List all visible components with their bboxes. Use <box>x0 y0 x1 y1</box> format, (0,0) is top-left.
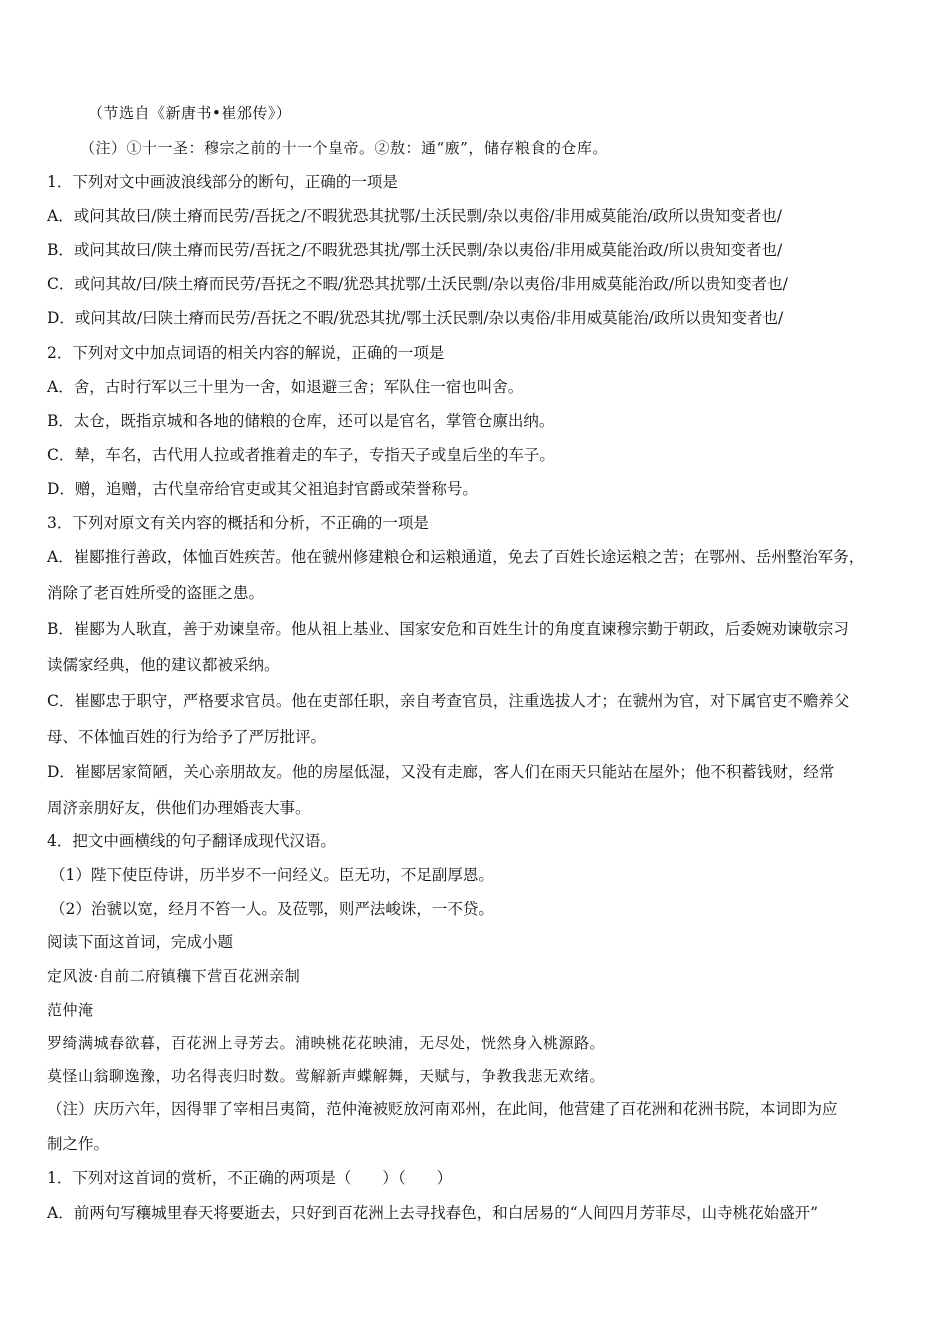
poem-note-line1: （注）庆历六年，因得罪了宰相吕夷简，范仲淹被贬放河南邓州，在此间，他营建了百花洲和花洲书院，本词即为应 <box>47 1100 838 1118</box>
source-note: （节选自《新唐书•崔邠传》） <box>88 104 292 122</box>
poem-line-2: 莫怪山翁聊逸豫，功名得丧归时数。莺解新声蝶解舞，天赋与，争教我悲无欢绪。 <box>47 1067 606 1085</box>
question-3-stem: 3．下列对原文有关内容的概括和分析，不正确的一项是 <box>47 514 429 532</box>
poem-question-1-option-a: A．前两句写穰城里春天将要逝去，只好到百花洲上去寻找春色，和白居易的“人间四月芳菲尽，山寺桃花始盛开” <box>47 1204 819 1222</box>
question-3-option-b-line2: 读儒家经典，他的建议都被采纳。 <box>47 656 280 674</box>
question-3-option-a-line1: A．崔郾推行善政，体恤百姓疾苦。他在虢州修建粮仓和运粮通道，免去了百姓长途运粮之苦；在鄂州、岳州整治军务， <box>47 548 865 566</box>
question-3-option-d-line2: 周济亲朋好友，供他们办理婚丧大事。 <box>47 799 311 817</box>
question-1-option-b: B．或问其故曰/陕土瘠而民劳/吾抚之/不暇犹恐其扰/鄂土沃民剽/杂以夷俗/非用威莫能治政/所以贵知变者也/ <box>47 241 783 259</box>
question-3-option-c-line1: C．崔郾忠于职守，严格要求官员。他在吏部任职，亲自考查官员，注重选拔人才；在虢州为官，对下属官吏不赡养父 <box>47 692 850 710</box>
poem-question-1-stem: 1．下列对这首词的赏析，不正确的两项是（ ）（ ） <box>47 1169 453 1187</box>
question-2-stem: 2．下列对文中加点词语的相关内容的解说，正确的一项是 <box>47 344 445 362</box>
question-4-sentence-2: （2）治虢以宽，经月不笞一人。及莅鄂，则严法峻诛，一不贷。 <box>50 900 494 918</box>
poem-line-1: 罗绮满城春欲暮，百花洲上寻芳去。浦映桃花花映浦，无尽处，恍然身入桃源路。 <box>47 1034 606 1052</box>
poem-section-intro: 阅读下面这首词，完成小题 <box>47 933 234 951</box>
question-1-option-d: D．或问其故/曰陕土瘠而民劳/吾抚之不暇/犹恐其扰/鄂土沃民剽/杂以夷俗/非用威莫能治/政所以贵知变者也/ <box>47 309 784 327</box>
question-2-option-b: B．太仓，既指京城和各地的储粮的仓库，还可以是官名，掌管仓廪出纳。 <box>47 412 555 430</box>
question-3-option-d-line1: D．崔郾居家简陋，关心亲朋故友。他的房屋低湿，又没有走廊，客人们在雨天只能站在屋外；他不积蓄钱财，经常 <box>47 763 835 781</box>
question-1-stem: 1．下列对文中画波浪线部分的断句，正确的一项是 <box>47 173 398 191</box>
question-4-sentence-1: （1）陛下使臣侍讲，历半岁不一问经义。臣无功，不足副厚恩。 <box>50 866 494 884</box>
question-3-option-b-line1: B．崔郾为人耿直，善于劝谏皇帝。他从祖上基业、国家安危和百姓生计的角度直谏穆宗勤于朝政，后委婉劝谏敬宗习 <box>47 620 849 638</box>
question-1-option-c: C．或问其故/曰/陕土瘠而民劳/吾抚之不暇/犹恐其扰鄂/土沃民剽/杂以夷俗/非用威莫能治政/所以贵知变者也/ <box>47 275 788 293</box>
annotation-note: （注）①十一圣：穆宗之前的十一个皇帝。②敖：通“廒”，储存粮食的仓库。 <box>80 139 608 157</box>
question-1-option-a: A．或问其故曰/陕土瘠而民劳/吾抚之/不暇犹恐其扰鄂/土沃民剽/杂以夷俗/非用威莫能治/政所以贵知变者也/ <box>47 207 782 225</box>
question-2-option-c: C．辇，车名，古代用人拉或者推着走的车子，专指天子或皇后坐的车子。 <box>47 446 555 464</box>
question-4-stem: 4．把文中画横线的句子翻译成现代汉语。 <box>47 832 336 850</box>
poem-title: 定风波·自前二府镇穰下营百花洲亲制 <box>47 967 301 985</box>
question-2-option-d: D．赠，追赠，古代皇帝给官吏或其父祖追封官爵或荣誉称号。 <box>47 480 478 498</box>
poem-note-line2: 制之作。 <box>47 1135 110 1153</box>
question-3-option-a-line2: 消除了老百姓所受的盗匪之患。 <box>47 584 265 602</box>
question-3-option-c-line2: 母、不体恤百姓的行为给予了严厉批评。 <box>47 728 327 746</box>
question-2-option-a: A．舍，古时行军以三十里为一舍，如退避三舍；军队住一宿也叫舍。 <box>47 378 524 396</box>
poem-author: 范仲淹 <box>47 1001 94 1019</box>
